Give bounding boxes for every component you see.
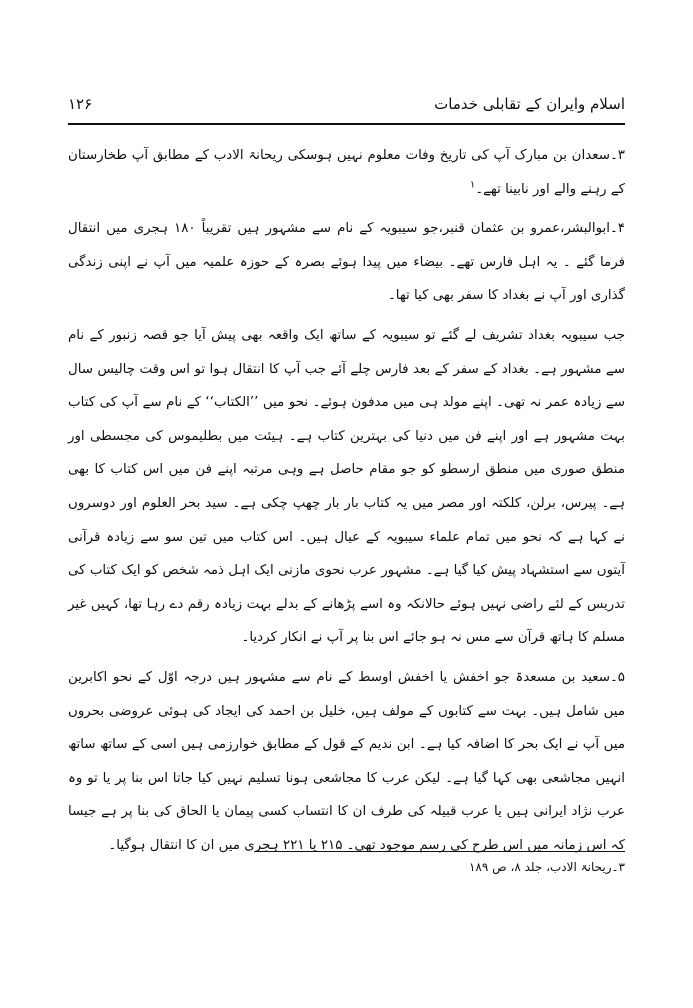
paragraph-sadan-text: ۳۔سعدان بن مبارک آپ کی تاریخ وفات معلوم نہیں ہوسکی ریحانۃ الادب کے مطابق آپ طخارستان کے رہنے والے اور نابینا تھے۔: [68, 148, 625, 197]
footnote-rule: [255, 851, 625, 852]
page-number: ۱۲۶: [68, 95, 93, 113]
footnote: ۳۔ریحانۃ الادب، جلد ۸، ص ۱۸۹: [468, 860, 625, 874]
paragraph-sibawayh: ۴۔ابوالبشر،عمرو بن عثمان قنبر،جو سیبویہ کے نام سے مشہور ہیں تقریباً ۱۸۰ ہجری میں انتقال فرما گئے ۔ یہ اہل فارس تھے۔ بیضاء میں پیدا ہوئے بصرہ کے حوزہ علمیہ میں آپ نے اپنی زندگی گذاری اور آپ نے بغداد کا سفر بھی کیا تھا۔: [68, 221, 625, 304]
paragraph-akhfash: ۵۔سعید بن مسعدۃ جو اخفش یا اخفش اوسط کے نام سے مشہور ہیں درجہ اوّل کے نحو اکابرین میں شامل ہیں۔ بہت سے کتابوں کے مولف ہیں، خلیل بن احمد کی ایجاد کی ہوئی عروضی بحروں میں آپ نے ایک بحر کا اضافہ کیا ہے۔ ابن ندیم کے قول کے مطابق خوارزمی ہیں اسی کے ساتھ ساتھ انہیں مجاشعی بھی کہا گیا ہے۔ لیکن عرب کا مجاشعی ہونا تسلیم نہیں کیا جاتا اس بنا پر یا تو وہ عرب نژاد ایرانی ہیں یا عرب قبیلہ کی طرف ان کا انتساب کسی پیمان یا الحاق کی بنا پر ہے جیسا کہ اس زمانہ میں اس طرح کی رسم موجود تھی۔ ۲۱۵ یا ۲۲۱ ہجری میں ان کا انتقال ہوگیا۔: [68, 669, 625, 853]
paragraph-sadan: [68, 139, 625, 206]
body-text: [68, 139, 625, 862]
footnote-reference: ۱: [469, 179, 476, 191]
running-title: اسلام وایران کے تقابلی خدمات: [434, 95, 625, 113]
page-header: [68, 93, 625, 123]
header-rule: [68, 123, 625, 125]
paragraph-al-kitab: جب سیبویہ بغداد تشریف لے گئے تو سیبویہ کے ساتھ ایک واقعہ بھی پیش آیا جو قصہ زنبور کے نام سے مشہور ہے۔ بغداد کے سفر کے بعد فارس چلے آئے جب آپ کا انتقال ہوا تو اس وقت چالیس سال سے زیادہ عمر نہ تھی۔ اپنے مولد ہی میں مدفون ہوئے۔ نحو میں ’’الکتاب‘‘ کے نام سے آپ کی کتاب بہت مشہور ہے اور اپنے فن میں دنیا کی بہترین کتاب ہے۔ ہیئت میں بطلیموس کی مجسطی اور منطق صوری میں منطق ارسطو کو جو مقام حاصل ہے وہی مرتبہ اپنے فن میں اس کتاب کا بھی ہے۔ پیرس، برلن، کلکتہ اور مصر میں یہ کتاب بار بار چھپ چکی ہے۔ سید بحر العلوم اور دوسروں نے کہا ہے کہ نحو میں تمام علماء سیبویہ کے عیال ہیں۔ اس کتاب میں تین سو سے زیادہ قرآنی آیتوں سے استشہاد پیش کیا گیا ہے۔ مشہور عرب نحوی مازنی ایک اہل ذمہ شخص کو ایک کتاب کی تدریس کے لئے راضی نہیں ہوئے حالانکہ وہ اسے پڑھانے کے بدلے بہت زیادہ رقم دے رہا تھا، کہیں غیر مسلم کا ہاتھ قرآن سے مس نہ ہو جائے اس بنا پر آپ نے انکار کردیا۔: [68, 327, 625, 646]
